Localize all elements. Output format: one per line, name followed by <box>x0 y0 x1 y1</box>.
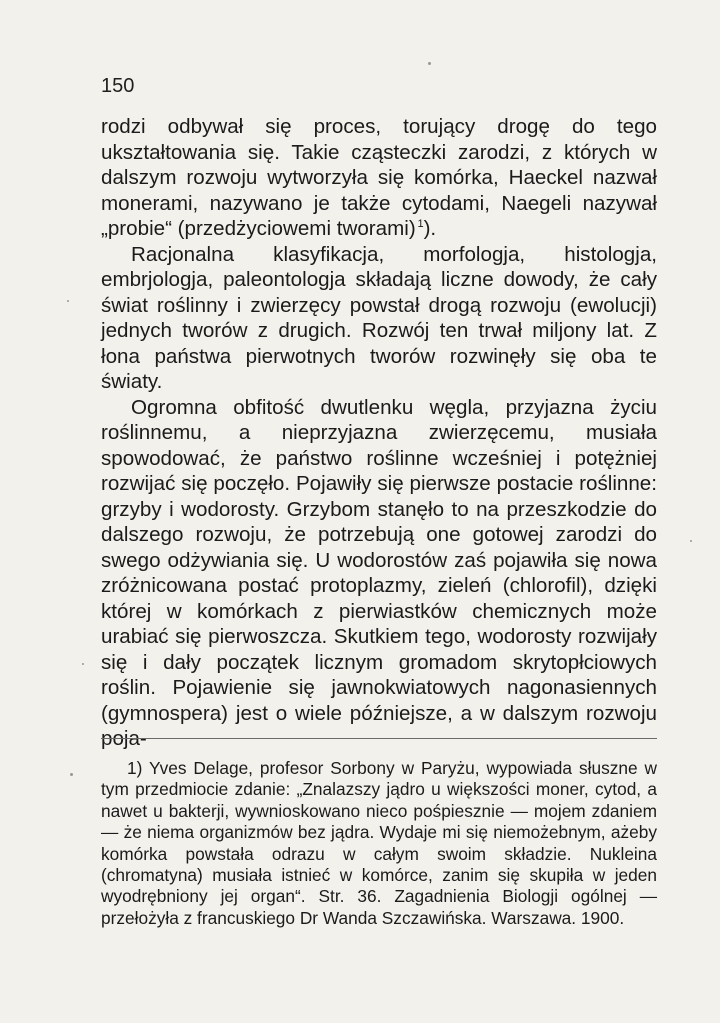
footnote-divider <box>101 738 657 739</box>
paper-speck <box>70 773 73 776</box>
footnote-marker: 1) <box>127 758 143 778</box>
paper-speck <box>82 663 84 665</box>
main-text <box>101 114 657 752</box>
paper-speck <box>690 540 692 542</box>
footnote-reference-tail: ). <box>423 217 437 240</box>
footnote <box>101 758 657 929</box>
paragraph-continued <box>101 114 657 242</box>
paragraph-text: rodzi odbywał się proces, torujący drogę do tego ukształtowania się. Takie cząsteczki zarodzi, z których w dalszym rozwoju wytworzyła się komórka, Haeckel nazwał monerami, nazywano je także cytodami, Naegeli nazywał „probie“ (przedżyciowemi tworami) <box>101 115 657 240</box>
paragraph: Racjonalna klasyfikacja, morfologja, histologja, embrjologja, paleontologja składają liczne dowody, że cały świat roślinny i zwierzęcy powstał drogą rozwoju (ewolucji) jednych tworów z drugich. Rozwój ten trwał miljony lat. Z łona państwa pierwotnych tworów rozwinęły się oba te światy. <box>101 242 657 393</box>
paper-speck <box>67 300 69 302</box>
paragraph: Ogromna obfitość dwutlenku węgla, przyjazna życiu roślinnemu, a nieprzyjazna zwierzęcemu, musiała spowodować, że państwo roślinne wcześniej i potężniej rozwijać się poczęło. Pojawiły się pierwsze postacie roślinne: grzyby i wodorosty. Grzybom stanęło to na przeszkodzie do dalszego rozwoju, że potrzebują one gotowej zarodzi do swego odżywiania się. U wodorostów zaś pojawiła się nowa zróżnicowana postać protoplazmy, zieleń (chlorofil), dzięki której w komórkach z pierwiastków chemicznych może urabiać się pierwoszcza. Skutkiem tego, wodorosty rozwijały się i dały początek licznym gromadom skrytopłciowych roślin. Pojawienie się jawnokwiatowych nagonasiennych (gymnospera) jest o wiele późniejsze, a w dalszym rozwoju poja- <box>101 395 657 750</box>
paper-speck <box>428 62 431 65</box>
footnote-reference: 1 <box>417 218 424 231</box>
footnote-text: Yves Delage, profesor Sorbony w Paryżu, wypowiada słuszne w tym przedmiocie zdanie: „Znalazszy jądro u większości moner, cytod, a nawet u bakterji, wywnioskowano nieco pośpiesznie — mojem zdaniem — że niema organizmów bez jądra. Wydaje mi się niemożebnym, ażeby komórka powstała odrazu w całym swoim składzie. Nukleina (chromatyna) musiała istnieć w komórce, zanim się skupiła w jeden wyodrębniony jej organ“. Str. 36. Zagadnienia Biologji ogólnej — przełożyła z francuskiego Dr Wanda Szczawińska. Warszawa. 1900. <box>101 758 657 928</box>
page-number: 150 <box>101 75 135 97</box>
